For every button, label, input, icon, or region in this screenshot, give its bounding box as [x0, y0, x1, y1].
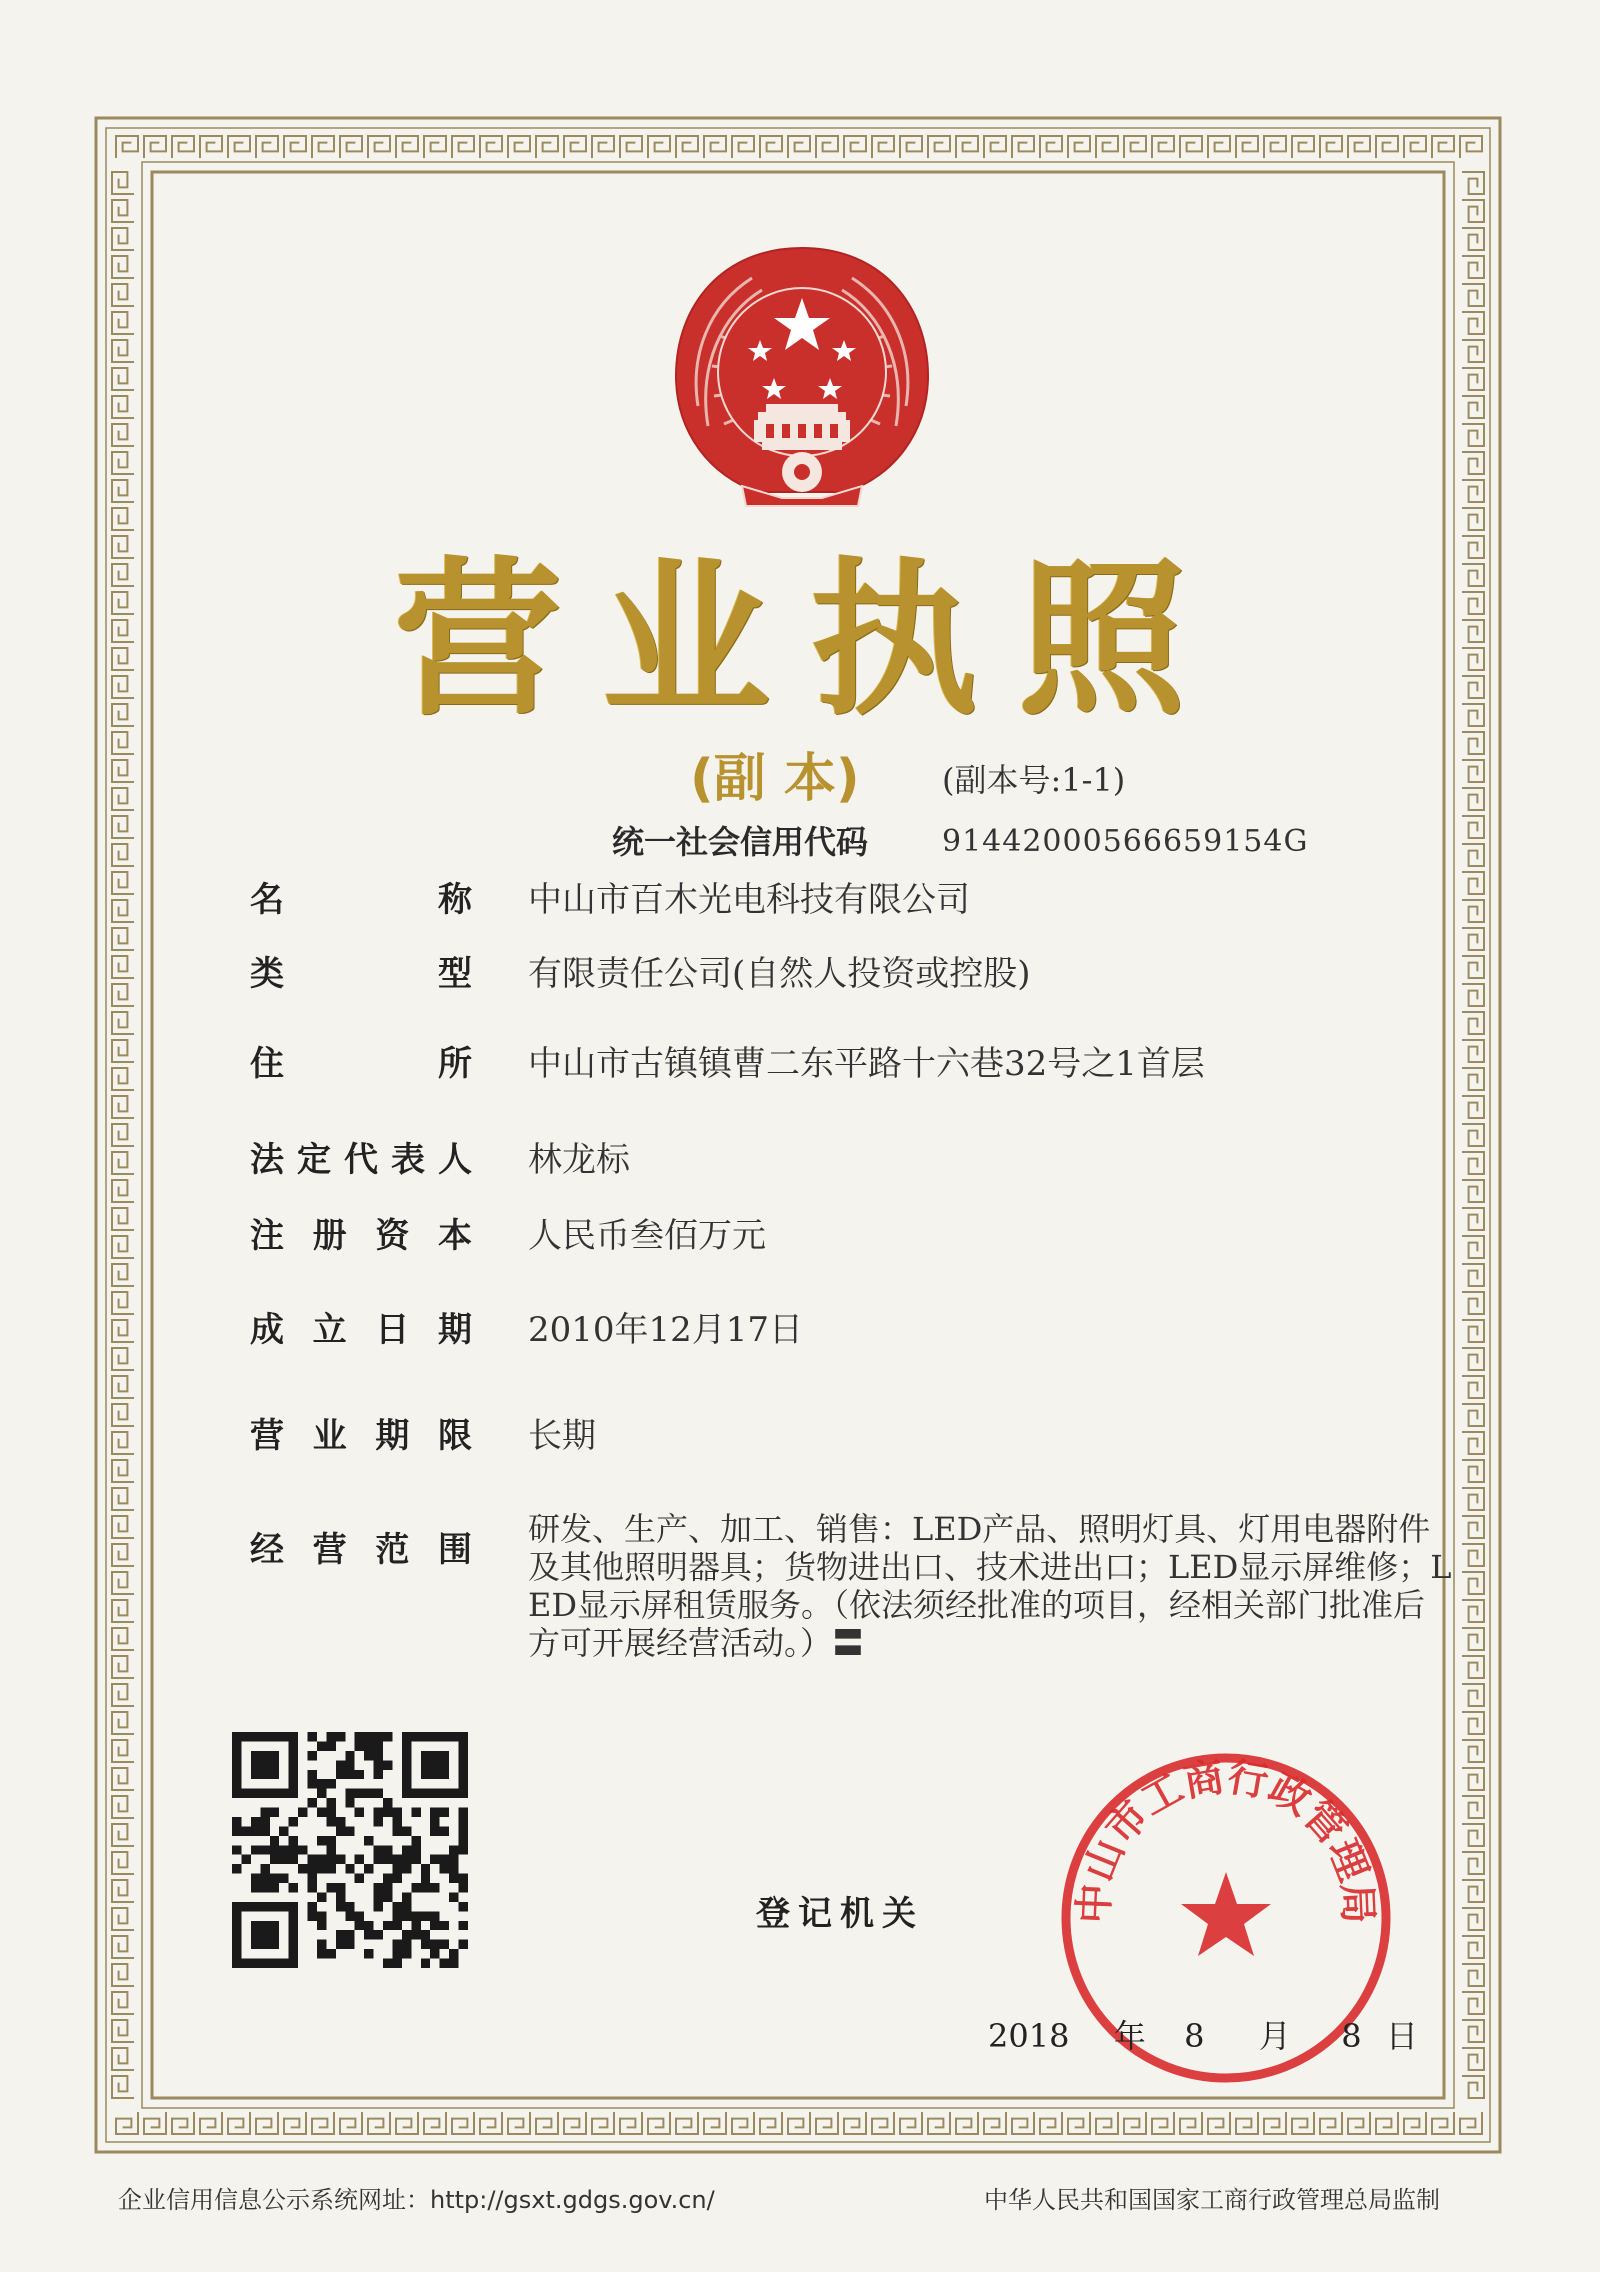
qr-code-icon[interactable]: [232, 1732, 468, 1968]
field-value: 人民币叁佰万元: [528, 1216, 766, 1256]
field-label-char: 限: [437, 1416, 472, 1456]
field-label-char: 日: [375, 1310, 410, 1350]
footer-website: 企业信用信息公示系统网址：http://gsxt.gdgs.gov.cn/: [118, 2186, 715, 2214]
field-label-char: 业: [312, 1416, 347, 1456]
national-emblem-icon: [662, 236, 942, 516]
field-value: 中山市古镇镇曹二东平路十六巷32号之1首层: [528, 1044, 1205, 1084]
issue-date: [988, 2010, 1418, 2062]
field-label-char: 法: [250, 1140, 284, 1180]
field-label-char: 人: [438, 1140, 472, 1180]
field-label-char: 类: [250, 954, 284, 994]
field-label: [250, 1132, 472, 1188]
field-value: 长期: [528, 1416, 596, 1456]
field-label: [250, 872, 472, 928]
business-scope-line: 方可开展经营活动。）〓: [528, 1624, 865, 1662]
unified-credit-code-value: 91442000566659154G: [942, 824, 1309, 859]
field-label-char: 定: [297, 1140, 331, 1180]
field-label-char: 名: [250, 880, 284, 920]
field-value: 林龙标: [528, 1140, 630, 1180]
footer-supervisor: 中华人民共和国国家工商行政管理总局监制: [984, 2186, 1440, 2214]
field-label-char: 范: [375, 1530, 410, 1570]
field-label-char: 围: [437, 1530, 472, 1570]
unified-credit-code-label: 统一社会信用代码: [612, 823, 869, 861]
license-title: 营业执照: [394, 542, 1226, 738]
field-label: [250, 1036, 472, 1092]
field-label: [250, 1302, 472, 1358]
field-label-char: 型: [438, 954, 472, 994]
copy-subtitle: (副 本): [690, 749, 860, 809]
issue-month-unit: 月: [1258, 2017, 1291, 2055]
field-label-char: 资: [375, 1216, 410, 1256]
field-label-char: 立: [312, 1310, 347, 1350]
field-label-char: 所: [438, 1044, 472, 1084]
issue-day-unit: 日: [1385, 2017, 1418, 2055]
field-label-char: 表: [391, 1140, 425, 1180]
field-label-char: 营: [250, 1416, 284, 1456]
business-scope-text: [528, 1510, 1452, 1662]
field-value: 中山市百木光电科技有限公司: [528, 880, 970, 920]
field-label-char: 称: [438, 880, 472, 920]
field-label-char: 营: [312, 1530, 347, 1570]
business-scope-line: 研发、生产、加工、销售：LED产品、照明灯具、灯用电器附件: [528, 1510, 1431, 1548]
copy-number: (副本号:1-1): [942, 761, 1126, 799]
field-label-char: 代: [344, 1140, 378, 1180]
field-label-char: 经: [250, 1530, 284, 1570]
field-label: [250, 1208, 472, 1264]
business-scope-line: ED显示屏租赁服务。（依法须经批准的项目，经相关部门批准后: [528, 1586, 1426, 1624]
field-label-char: 住: [250, 1044, 284, 1084]
field-label: [250, 946, 472, 1002]
field-label-char: 期: [375, 1416, 410, 1456]
issue-month: 8: [1184, 2017, 1205, 2055]
field-label: [250, 1408, 472, 1464]
field-label-char: 注: [250, 1216, 284, 1256]
field-label-char: 册: [312, 1216, 347, 1256]
field-label-char: 成: [250, 1310, 284, 1350]
business-scope-label: [250, 1522, 472, 1578]
issue-year-unit: 年: [1113, 2017, 1146, 2055]
issue-year: 2018: [988, 2017, 1070, 2055]
field-value: 2010年12月17日: [528, 1310, 804, 1350]
field-value: 有限责任公司(自然人投资或控股): [528, 954, 1031, 994]
seal-text: 中山市工商行政管理局: [1071, 1754, 1381, 1925]
field-label-char: 本: [437, 1216, 472, 1256]
field-label-char: 期: [437, 1310, 472, 1350]
business-scope-line: 及其他照明器具；货物进出口、技术进出口；LED显示屏维修；L: [528, 1548, 1452, 1586]
registration-authority-label: 登记机关: [756, 1894, 924, 1934]
issue-day: 8: [1341, 2017, 1362, 2055]
